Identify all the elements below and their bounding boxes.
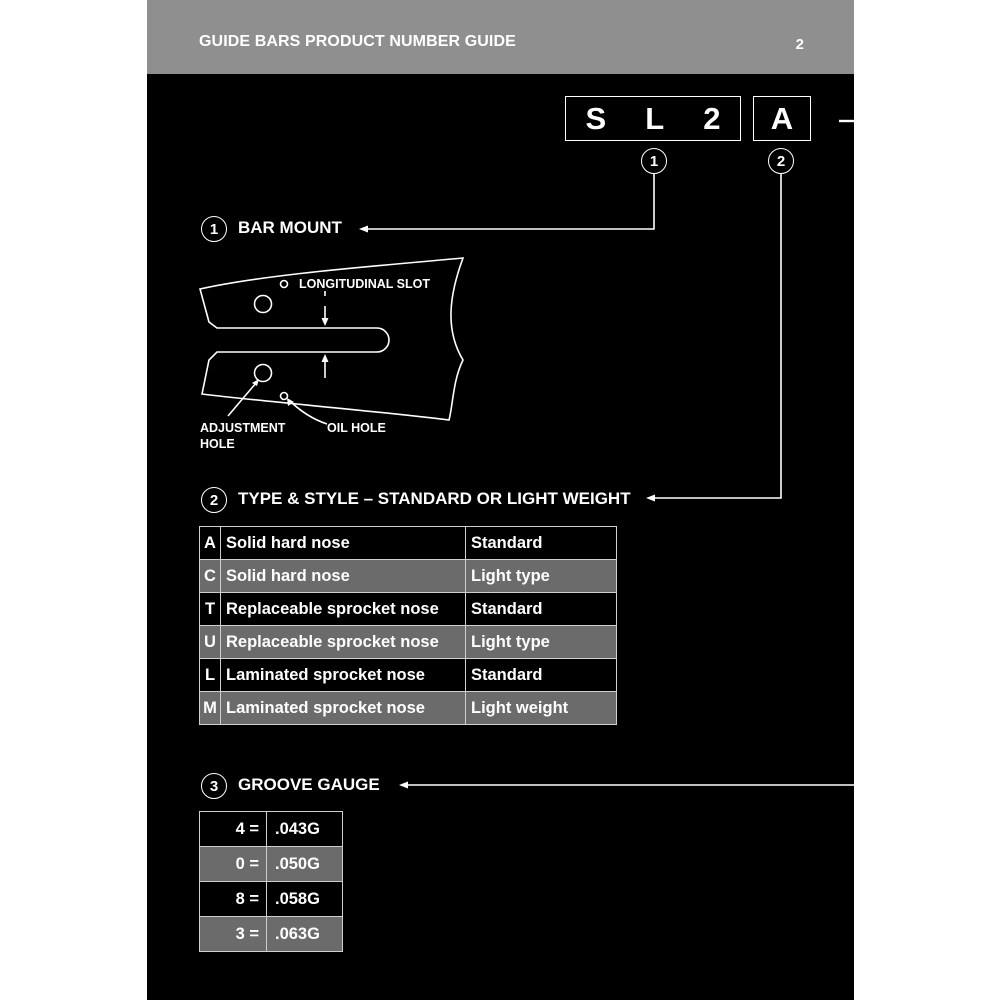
type-description-cell: Replaceable sprocket nose xyxy=(221,626,466,659)
adjustment-arrowhead xyxy=(252,379,259,386)
gauge-row xyxy=(200,812,343,847)
label-adjustment-hole xyxy=(200,420,285,452)
gauge-value-cell: .043G xyxy=(267,812,343,847)
gauge-value-cell: .063G xyxy=(267,917,343,952)
gauge-value-cell: .058G xyxy=(267,882,343,917)
type-row xyxy=(200,692,617,725)
gauge-row xyxy=(200,917,343,952)
type-style-table xyxy=(199,526,617,725)
code-marker-2: 2 xyxy=(768,148,794,174)
section-title-bar-mount: BAR MOUNT xyxy=(238,218,342,237)
adjustment-hole-circle xyxy=(255,365,272,382)
section-number-2: 2 xyxy=(201,487,227,513)
gauge-number-cell: 3 = xyxy=(200,917,267,952)
type-description-cell: Replaceable sprocket nose xyxy=(221,593,466,626)
slot-arrow-down xyxy=(322,318,329,326)
gauge-number-cell: 0 = xyxy=(200,847,267,882)
type-row xyxy=(200,626,617,659)
type-row xyxy=(200,593,617,626)
connector-1 xyxy=(365,174,654,229)
code-letter-l: L xyxy=(645,100,665,136)
guide-page xyxy=(147,0,854,1000)
oil-hole-circle xyxy=(281,393,288,400)
code-letter-s: S xyxy=(585,100,607,136)
connector-2 xyxy=(652,174,781,498)
label-adjustment-hole-line1: ADJUSTMENT xyxy=(200,421,286,435)
arrowhead-2 xyxy=(646,495,655,502)
code-letter-a: A xyxy=(770,100,794,136)
type-weight-cell: Standard xyxy=(466,659,617,692)
page-number: 2 xyxy=(795,36,804,53)
label-longitudinal-slot: LONGITUDINAL SLOT xyxy=(299,277,431,291)
type-description-cell: Laminated sprocket nose xyxy=(221,692,466,725)
section-number-1: 1 xyxy=(201,216,227,242)
type-code-cell: T xyxy=(200,593,221,626)
type-weight-cell: Light type xyxy=(466,626,617,659)
type-weight-cell: Light type xyxy=(466,560,617,593)
gauge-number-cell: 4 = xyxy=(200,812,267,847)
type-weight-cell: Standard xyxy=(466,527,617,560)
type-code-cell: L xyxy=(200,659,221,692)
arrowhead-3 xyxy=(399,782,408,789)
type-row xyxy=(200,560,617,593)
type-code-cell: M xyxy=(200,692,221,725)
gauge-number-cell: 8 = xyxy=(200,882,267,917)
type-description-cell: Solid hard nose xyxy=(221,527,466,560)
label-oil-hole: OIL HOLE xyxy=(327,421,386,435)
section-title-type-style: TYPE & STYLE – STANDARD OR LIGHT WEIGHT xyxy=(238,489,631,508)
gauge-value-cell: .050G xyxy=(267,847,343,882)
groove-gauge-table xyxy=(199,811,343,952)
arrowhead-1 xyxy=(359,226,368,233)
upper-hole xyxy=(255,296,272,313)
type-code-cell: A xyxy=(200,527,221,560)
type-code-cell: U xyxy=(200,626,221,659)
gauge-row xyxy=(200,882,343,917)
type-description-cell: Laminated sprocket nose xyxy=(221,659,466,692)
code-marker-1: 1 xyxy=(641,148,667,174)
code-digit-2: 2 xyxy=(703,100,721,136)
slot-arrow-up xyxy=(322,354,329,362)
gauge-row xyxy=(200,847,343,882)
type-row xyxy=(200,659,617,692)
section-number-3: 3 xyxy=(201,773,227,799)
type-row xyxy=(200,527,617,560)
type-description-cell: Solid hard nose xyxy=(221,560,466,593)
section-title-groove-gauge: GROOVE GAUGE xyxy=(238,775,380,794)
type-code-cell: C xyxy=(200,560,221,593)
small-hole-top xyxy=(281,281,288,288)
page-title: GUIDE BARS PRODUCT NUMBER GUIDE xyxy=(199,33,516,50)
type-weight-cell: Standard xyxy=(466,593,617,626)
label-adjustment-hole-line2: HOLE xyxy=(200,437,235,451)
type-weight-cell: Light weight xyxy=(466,692,617,725)
